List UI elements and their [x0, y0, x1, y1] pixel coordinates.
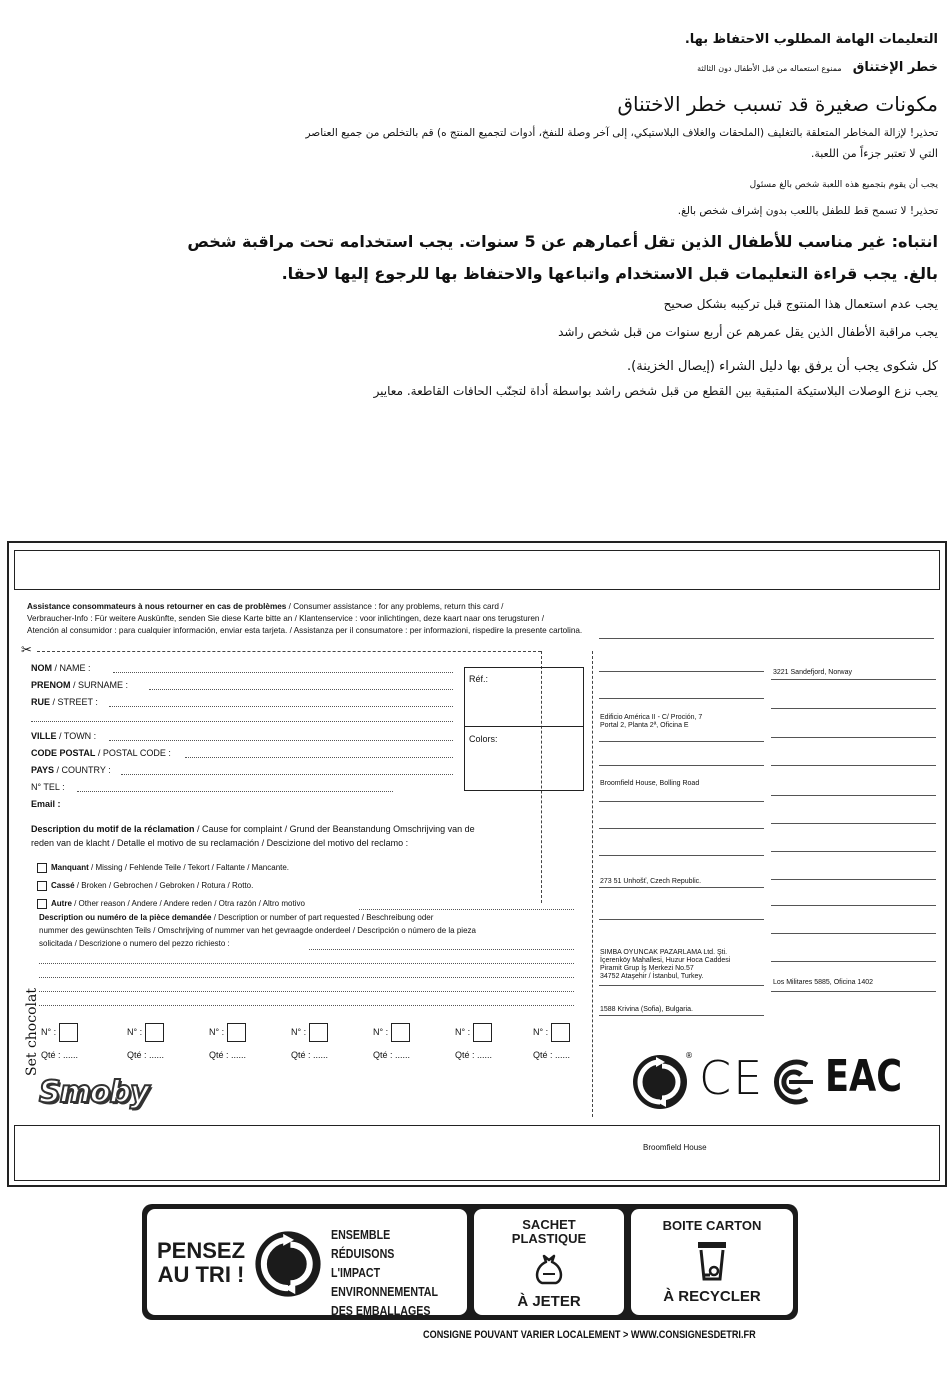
tel-field[interactable]	[77, 791, 393, 792]
ville-label: VILLE / TOWN :	[31, 731, 97, 741]
address-rule	[771, 933, 936, 934]
arabic-child-supervision: يجب مراقبة الأطفال الذين يقل عمرهم عن أربع سنوات من قبل شخص راشد	[558, 325, 938, 339]
arabic-assembly-before-use: يجب عدم استعمال هذا المنتوج قبل تركيبه بشكل صحيح	[663, 297, 938, 311]
cut-line-right	[592, 651, 593, 1117]
arabic-adult-assembly: يجب أن يقوم بتجميع هذه اللعبة شخص بالغ مسئول	[749, 180, 938, 190]
broken-checkbox[interactable]	[37, 881, 47, 891]
arabic-read-instructions: بالغ. يجب قراءة التعليمات قبل الاستخدام واتباعها والاحتفاظ بها للرجوع إليها لاحقا.	[281, 264, 938, 283]
green-dot-icon	[631, 1053, 689, 1111]
consumer-card	[7, 541, 947, 1187]
part-number-box[interactable]	[227, 1023, 246, 1042]
option-missing[interactable]: Manquant / Missing / Fehlende Teile / Tekort / Faltante / Mancante.	[37, 863, 289, 873]
arabic-choking-hazard: خطر الإختناق	[852, 60, 938, 75]
part-number-box[interactable]	[551, 1023, 570, 1042]
return-address: Broomfield House	[643, 1143, 707, 1152]
address-rule	[771, 851, 936, 852]
other-field[interactable]	[359, 909, 574, 910]
sachet-label: SACHET PLASTIQUE	[511, 1217, 587, 1246]
smoby-logo: Smoby	[39, 1075, 149, 1110]
address-rule	[599, 855, 764, 856]
part-number-box[interactable]	[145, 1023, 164, 1042]
address-rule	[771, 765, 936, 766]
ensemble-text: ENSEMBLE RÉDUISONS L'IMPACT ENVIRONNEMENTAL DES EMBALLAGES	[331, 1227, 438, 1318]
part-label-2: nummer des gewünschten Teils / Omschrijving of nummer van het gevraagde onderdeel / Descripción o número de la pieza	[39, 926, 476, 935]
jeter-label: À JETER	[517, 1293, 581, 1310]
part-field[interactable]	[309, 949, 574, 950]
nom-label: NOM / NAME :	[31, 663, 91, 673]
address-rule	[599, 801, 764, 802]
option-broken[interactable]: Cassé / Broken / Gebrochen / Gebroken / Rotura / Rotto.	[37, 881, 253, 891]
trash-bag-icon	[530, 1250, 568, 1286]
other-checkbox[interactable]	[37, 899, 47, 909]
ce-mark: CE	[699, 1051, 765, 1105]
country-label: PAYS / COUNTRY :	[31, 765, 111, 775]
part-number-box[interactable]	[59, 1023, 78, 1042]
address-rule	[771, 905, 936, 906]
arabic-supervision: تحذير! لا تسمح قط للطفل باللعب بدون إشراف شخص بالغ.	[677, 205, 938, 217]
arabic-remove-plastic: يجب نزع الوصلات البلاستيكة المتبقية بين القطع من قبل شخص راشد بواسطة أداة لتجنّب الحافات القاطعة. معايير	[373, 384, 938, 398]
ref-label: Réf.:	[469, 674, 489, 684]
address-czech: 273 51 Unhošť, Czech Republic.	[600, 878, 702, 885]
address-rule	[599, 765, 764, 766]
pensez-au-tri: PENSEZ AU TRI !	[156, 1238, 246, 1287]
address-rule	[771, 961, 936, 962]
complaint-label-2: reden van de klacht / Detalle el motivo de su reclamación / Descizione del motivo del reclamo :	[31, 838, 409, 848]
address-rule	[771, 795, 936, 796]
arabic-proof-of-purchase: كل شكوى يجب أن يرفق بها دليل الشراء (إيصال الخزينة).	[627, 359, 938, 374]
part-entry-7[interactable]: N° : Qté : ......	[533, 1023, 570, 1060]
form-heading-line1: Assistance consommateurs à nous retourner en cas de problèmes / Consumer assistance : for any problems, return this card /	[27, 602, 504, 611]
prenom-field[interactable]	[149, 689, 453, 690]
card-top-box	[14, 550, 940, 590]
card-bottom-box	[14, 1125, 940, 1181]
ref-colors-box	[464, 667, 584, 791]
ville-field[interactable]	[109, 740, 453, 741]
address-chile: Los Militares 5885, Oficina 1402	[773, 979, 873, 986]
arabic-important-instructions: التعليمات الهامة المطلوب الاحتفاظ بها.	[684, 32, 938, 47]
carton-panel	[631, 1209, 793, 1315]
address-spain-1: Edificio América II - C/ Proción, 7	[600, 714, 703, 721]
address-rule	[599, 698, 764, 699]
address-rule	[771, 708, 936, 709]
email-label: Email :	[31, 799, 61, 809]
address-turkey-3: Piramit Grup İş Merkezi No.57	[600, 965, 694, 972]
address-rule	[771, 679, 936, 680]
part-number-box[interactable]	[309, 1023, 328, 1042]
rue-label: RUE / STREET :	[31, 697, 98, 707]
address-turkey-4: 34752 Ataşehir / İstanbul, Turkey.	[600, 973, 704, 980]
eac-mark: EAC	[825, 1051, 903, 1102]
arabic-small-parts: مكونات صغيرة قد تسبب خطر الاختناق	[617, 92, 938, 116]
address-rule	[599, 671, 764, 672]
address-rule	[599, 741, 764, 742]
country-field[interactable]	[121, 774, 453, 775]
nom-field[interactable]	[113, 672, 453, 673]
ukrainian-mark-icon	[771, 1057, 819, 1107]
arabic-age-warning: ممنوع استعماله من قبل الأطفال دون الثالثة	[697, 64, 842, 73]
part-number-box[interactable]	[391, 1023, 410, 1042]
option-other[interactable]: Autre / Other reason / Andere / Andere reden / Otra razón / Altro motivo	[37, 899, 305, 909]
product-name-vertical: Set chocolat	[24, 988, 40, 1076]
address-rule	[599, 985, 764, 986]
recycler-label: À RECYCLER	[663, 1288, 761, 1305]
part-entry-1[interactable]: N° : Qté : ......	[41, 1023, 78, 1060]
address-spain-2: Portal 2, Planta 2ª, Oficina E	[600, 722, 689, 729]
registered-mark: ®	[685, 1051, 693, 1060]
consigne-text: CONSIGNE POUVANT VARIER LOCALEMENT > WWW.CONSIGNESDETRI.FR	[423, 1329, 756, 1341]
part-label-3: solicitada / Descrizione o numero del pezzo richiesto :	[39, 939, 230, 948]
sachet-panel	[474, 1209, 624, 1315]
part-label: Description ou numéro de la pièce demandée / Description or number of part requested / Beschreibung oder	[39, 913, 434, 922]
recycle-bin-icon	[694, 1239, 730, 1283]
address-rule	[771, 991, 936, 992]
rue-field[interactable]	[109, 706, 453, 707]
postal-code-field[interactable]	[185, 757, 453, 758]
address-bulgaria: 1588 Krivina (Sofia), Bulgaria.	[600, 1006, 693, 1013]
boite-carton-label: BOITE CARTON	[662, 1218, 762, 1233]
address-turkey-2: İçerenköy Mahallesi, Huzur Hoca Caddesi	[600, 957, 731, 964]
part-entry-5[interactable]: N° : Qté : ......	[373, 1023, 410, 1060]
address-rule	[599, 887, 764, 888]
heading-rule	[599, 638, 934, 639]
address-rule	[599, 919, 764, 920]
rue-field-2[interactable]	[31, 721, 453, 722]
arabic-choking-line	[697, 56, 938, 75]
complaint-label: Description du motif de la réclamation / Cause for complaint / Grund der Beanstandung Omschrijving van de	[31, 824, 475, 834]
prenom-label: PRENOM / SURNAME :	[31, 680, 129, 690]
address-turkey-1: SIMBA OYUNCAK PAZARLAMA Ltd. Şti.	[600, 949, 728, 956]
tel-label: N° TEL :	[31, 782, 65, 792]
arabic-packaging-warning: تحذير! لإزالة المخاطر المتعلقة بالتغليف (الملحقات والغلاف البلاستيكي، إلى آخر وصلة للنفخ، أدوات لتجميع المنتج ه) قم بالتخلص من جميع العناصر	[305, 127, 938, 139]
form-heading-line2: Verbraucher-Info : Für weitere Auskünfte, senden Sie diese Karte bitte an / Klantenservice : voor inlichtingen, deze kaart naar ons terugsturen /	[27, 614, 545, 623]
part-entry-4[interactable]: N° : Qté : ......	[291, 1023, 328, 1060]
form-heading-line3: Atención al consumidor : para cualquier información, enviar esta tarjeta. / Assistanza per il consumatore : per informazioni, rispedire la presente cartolina.	[27, 626, 583, 635]
part-field-5[interactable]	[39, 1005, 574, 1006]
missing-checkbox[interactable]	[37, 863, 47, 873]
arabic-age-notice: انتباه: غير مناسب للأطفال الذين تقل أعمارهم عن 5 سنوات. يجب استخدامه تحت مراقبة شخص	[187, 232, 938, 251]
triman-block	[142, 1204, 798, 1320]
postal-code-label: CODE POSTAL / POSTAL CODE :	[31, 748, 171, 758]
address-rule	[771, 737, 936, 738]
part-entry-6[interactable]: N° : Qté : ......	[455, 1023, 492, 1060]
address-rule	[771, 879, 936, 880]
arabic-packaging-warning-2: التي لا تعتبر جزءاً من اللعبة.	[810, 147, 938, 160]
part-number-box[interactable]	[473, 1023, 492, 1042]
part-field-4[interactable]	[39, 991, 574, 992]
address-uk: Broomfield House, Bolling Road	[600, 780, 700, 787]
ref-divider	[465, 726, 583, 727]
address-norway: 3221 Sandefjord, Norway	[773, 669, 852, 676]
triman-green-dot-icon	[253, 1229, 323, 1299]
scissors-icon: ✂	[21, 643, 32, 658]
colors-label: Colors:	[469, 734, 498, 744]
triman-main-panel	[147, 1209, 467, 1318]
address-rule	[771, 823, 936, 824]
part-field-2[interactable]	[39, 963, 574, 964]
part-entry-2[interactable]: N° : Qté : ......	[127, 1023, 164, 1060]
address-rule	[599, 1015, 764, 1016]
cut-line-top	[37, 651, 541, 652]
address-rule	[599, 828, 764, 829]
part-entry-3[interactable]: N° : Qté : ......	[209, 1023, 246, 1060]
part-field-3[interactable]	[39, 977, 574, 978]
